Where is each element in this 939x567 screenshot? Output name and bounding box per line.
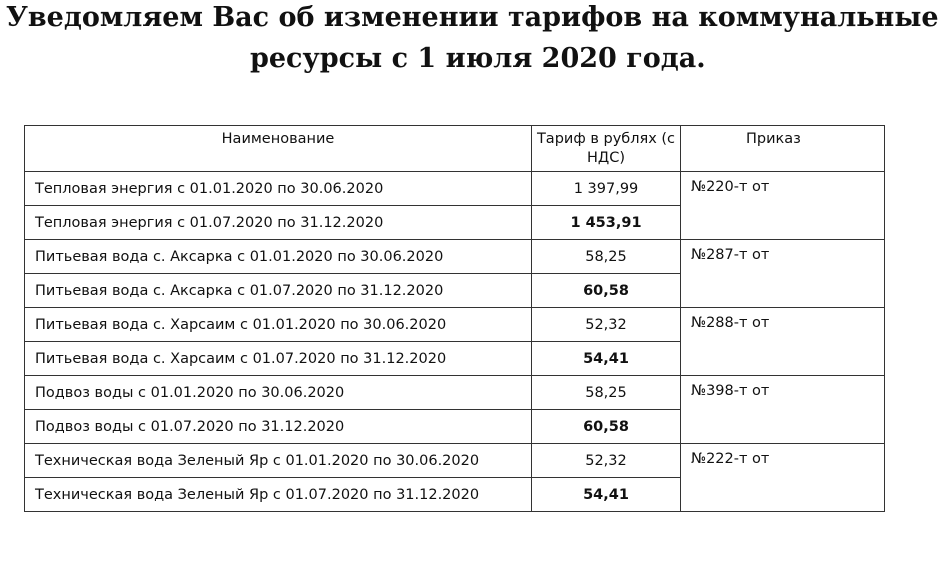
row-name: Питьевая вода с. Аксарка с 01.01.2020 по 30.06.2020 (25, 240, 532, 274)
table-row (25, 444, 885, 478)
heading-line-2: ресурсы с 1 июля 2020 года. (250, 43, 706, 74)
row-name: Тепловая энергия с 01.01.2020 по 30.06.2020 (25, 172, 532, 206)
row-tariff: 52,32 (532, 444, 681, 478)
row-name: Питьевая вода с. Харсаим с 01.01.2020 по 30.06.2020 (25, 308, 532, 342)
table-header-row (25, 126, 885, 172)
row-tariff-new: 1 453,91 (532, 206, 681, 240)
row-order: №222-т от (681, 444, 885, 512)
row-order: №288-т от (681, 308, 885, 376)
table-row (25, 240, 885, 274)
row-order: №398-т от (681, 376, 885, 444)
tariff-table-container (24, 125, 801, 515)
header-name: Наименование (25, 126, 532, 172)
row-tariff-new: 60,58 (532, 410, 681, 444)
row-tariff: 52,32 (532, 308, 681, 342)
row-order: №220-т от (681, 172, 885, 240)
row-tariff-new: 60,58 (532, 274, 681, 308)
row-name: Питьевая вода с. Аксарка с 01.07.2020 по 31.12.2020 (25, 274, 532, 308)
row-name: Подвоз воды с 01.07.2020 по 31.12.2020 (25, 410, 532, 444)
row-tariff: 58,25 (532, 240, 681, 274)
row-name: Техническая вода Зеленый Яр с 01.01.2020 по 30.06.2020 (25, 444, 532, 478)
row-tariff: 58,25 (532, 376, 681, 410)
notice-heading (0, 0, 939, 80)
row-name: Техническая вода Зеленый Яр с 01.07.2020 по 31.12.2020 (25, 478, 532, 512)
table-row (25, 376, 885, 410)
row-tariff-new: 54,41 (532, 478, 681, 512)
row-order: №287-т от (681, 240, 885, 308)
row-name: Питьевая вода с. Харсаим с 01.07.2020 по 31.12.2020 (25, 342, 532, 376)
tariff-table (24, 125, 885, 512)
heading-line-1: Уведомляем Вас об изменении тарифов на коммунальные (6, 2, 939, 33)
row-name: Подвоз воды с 01.01.2020 по 30.06.2020 (25, 376, 532, 410)
header-order: Приказ (681, 126, 885, 172)
row-name: Тепловая энергия с 01.07.2020 по 31.12.2020 (25, 206, 532, 240)
row-tariff: 1 397,99 (532, 172, 681, 206)
table-row (25, 172, 885, 206)
table-row (25, 308, 885, 342)
header-tariff: Тариф в рублях (с НДС) (532, 126, 681, 172)
row-tariff-new: 54,41 (532, 342, 681, 376)
